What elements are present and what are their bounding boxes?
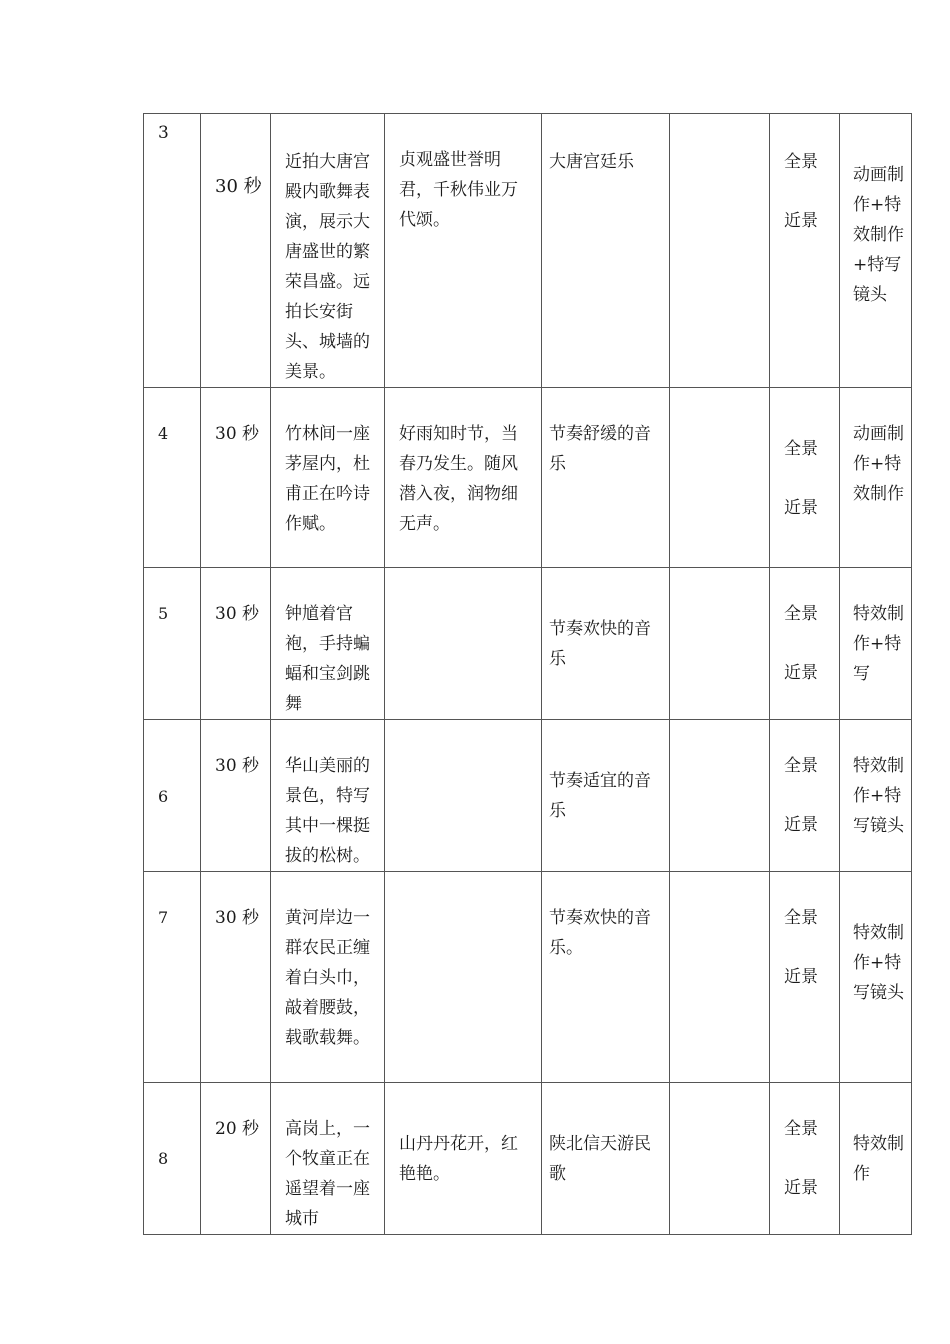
shot-number: 8 — [158, 1149, 169, 1168]
effect-text: 特效制作 — [853, 1134, 904, 1184]
table-row — [144, 114, 912, 388]
shot-number-cell — [144, 872, 201, 1083]
lyric-text — [385, 720, 541, 751]
blank-cell — [670, 114, 770, 388]
music-cell — [542, 388, 670, 568]
effect-text: 特效制作+特写 — [853, 604, 904, 684]
music-text: 陕北信天游民歌 — [549, 1134, 651, 1184]
scene-cell — [271, 720, 385, 872]
effect-text: 动画制作+特效制作 — [853, 424, 904, 504]
duration-cell — [201, 872, 271, 1083]
scene-cell — [271, 114, 385, 388]
effect-text: 特效制作+特写镜头 — [853, 923, 904, 1003]
shot-type-cell — [770, 388, 840, 568]
music-text: 节奏欢快的音乐。 — [549, 908, 651, 958]
lyric-text: 山丹丹花开，红艳艳。 — [399, 1134, 518, 1184]
shot-number: 5 — [158, 604, 169, 623]
duration: 30 秒 — [215, 424, 260, 444]
duration: 30 秒 — [215, 604, 260, 624]
effect-cell — [840, 388, 912, 568]
scene-description: 钟馗着官袍，手持蝙蝠和宝剑跳舞 — [285, 604, 370, 714]
table-row — [144, 568, 912, 720]
blank-cell — [670, 1083, 770, 1235]
music-cell — [542, 1083, 670, 1235]
lyric-cell — [385, 720, 542, 872]
effect-text: 特效制作+特写镜头 — [853, 756, 904, 836]
storyboard-table — [143, 113, 912, 1235]
scene-description: 华山美丽的景色，特写其中一棵挺拔的松树。 — [285, 756, 370, 866]
table-row — [144, 720, 912, 872]
shot-number: 3 — [158, 123, 169, 143]
lyric-text — [385, 568, 541, 599]
shot-type-cell — [770, 720, 840, 872]
effect-cell — [840, 720, 912, 872]
shot-type-cell — [770, 568, 840, 720]
effect-cell — [840, 114, 912, 388]
shot-number-cell — [144, 568, 201, 720]
duration: 30 秒 — [215, 756, 260, 776]
duration-cell — [201, 114, 271, 388]
scene-cell — [271, 568, 385, 720]
table-row — [144, 872, 912, 1083]
shot-number: 4 — [158, 424, 169, 443]
duration: 30 秒 — [215, 908, 260, 928]
shot-type-wide: 全景 — [784, 908, 818, 928]
duration-cell — [201, 720, 271, 872]
shot-type-wide: 全景 — [784, 604, 818, 624]
scene-description: 高岗上，一个牧童正在遥望着一座城巿 — [285, 1119, 370, 1229]
duration-cell — [201, 1083, 271, 1235]
lyric-cell — [385, 1083, 542, 1235]
blank-cell — [670, 388, 770, 568]
music-text: 节奏适宜的音乐 — [549, 771, 651, 821]
shot-type-close: 近景 — [784, 663, 818, 683]
shot-type-wide: 全景 — [784, 756, 818, 776]
shot-type-close: 近景 — [784, 967, 818, 987]
music-text: 大唐宫廷乐 — [549, 152, 634, 172]
shot-type-wide: 全景 — [784, 1119, 818, 1139]
shot-type-wide: 全景 — [784, 439, 818, 459]
music-text: 节奏欢快的音乐 — [549, 619, 651, 669]
lyric-text: 贞观盛世誉明君，千秋伟业万代颂。 — [399, 150, 518, 230]
shot-number: 7 — [158, 908, 169, 927]
duration: 30 秒 — [215, 176, 262, 197]
table-row — [144, 1083, 912, 1235]
shot-number-cell — [144, 114, 201, 388]
duration-cell — [201, 388, 271, 568]
music-text: 节奏舒缓的音乐 — [549, 424, 651, 474]
lyric-cell — [385, 388, 542, 568]
duration-cell — [201, 568, 271, 720]
shot-number: 6 — [158, 787, 169, 806]
shot-type-cell — [770, 1083, 840, 1235]
shot-type-close: 近景 — [784, 1178, 818, 1198]
effect-cell — [840, 1083, 912, 1235]
table-row — [144, 388, 912, 568]
shot-type-close: 近景 — [784, 498, 818, 518]
effect-cell — [840, 872, 912, 1083]
scene-description: 竹林间一座茅屋内，杜甫正在吟诗作赋。 — [285, 424, 370, 534]
music-cell — [542, 720, 670, 872]
effect-cell — [840, 568, 912, 720]
effect-text: 动画制作+特效制作+特写镜头 — [853, 165, 904, 305]
shot-number-cell — [144, 1083, 201, 1235]
music-cell — [542, 114, 670, 388]
duration: 20 秒 — [215, 1119, 260, 1139]
lyric-cell — [385, 568, 542, 720]
lyric-text — [385, 872, 541, 903]
blank-cell — [670, 720, 770, 872]
blank-cell — [670, 568, 770, 720]
shot-type-cell — [770, 114, 840, 388]
scene-cell — [271, 1083, 385, 1235]
lyric-text: 好雨知时节，当春乃发生。随风潜入夜，润物细无声。 — [399, 424, 518, 534]
shot-type-close: 近景 — [784, 211, 818, 231]
music-cell — [542, 872, 670, 1083]
lyric-cell — [385, 114, 542, 388]
lyric-cell — [385, 872, 542, 1083]
shot-type-cell — [770, 872, 840, 1083]
music-cell — [542, 568, 670, 720]
shot-number-cell — [144, 720, 201, 872]
shot-type-close: 近景 — [784, 815, 818, 835]
scene-cell — [271, 872, 385, 1083]
scene-description: 近拍大唐宫殿内歌舞表演，展示大唐盛世的繁荣昌盛。远拍长安街头、城墙的美景。 — [285, 152, 370, 382]
scene-description: 黄河岸边一群农民正缠着白头巾，敲着腰鼓，载歌载舞。 — [285, 908, 370, 1048]
blank-cell — [670, 872, 770, 1083]
shot-number-cell — [144, 388, 201, 568]
shot-type-wide: 全景 — [784, 152, 818, 172]
scene-cell — [271, 388, 385, 568]
